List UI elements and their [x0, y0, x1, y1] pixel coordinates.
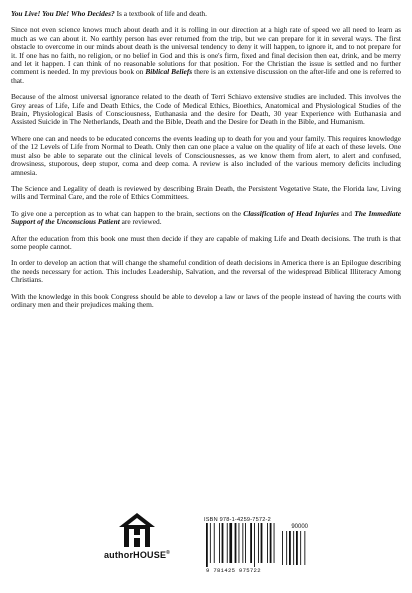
price-code: 90000 [291, 524, 308, 530]
body-paragraph [11, 185, 401, 202]
barcode-bar [282, 531, 283, 565]
body-paragraph [11, 93, 401, 127]
barcode-icon [204, 523, 308, 567]
intro-paragraph [11, 10, 401, 18]
body-paragraph [11, 259, 401, 284]
emphasis-text: Biblical Beliefs [145, 67, 193, 77]
paragraph-text: there is an extensive discussion on the after-life and one is referred to that. [11, 67, 401, 85]
book-title: You Live! You Die! Who Decides? [11, 9, 115, 18]
barcode-bar [250, 523, 252, 563]
barcode-bar [239, 523, 240, 563]
barcode-bar [296, 531, 298, 565]
paragraph-text: Where one can and needs to be educated concerns the events leading up to death for you and your family. This requires knowledge of the 12 Levels of Life from Normal to Death. Only then can one place a value on the quality of life at each of these levels. One must also be able to separate out the clinical levels of Consciousnesses, as we know them from alert, to alert and confused, drowsiness, stuporous, deep stupor, coma and deep coma. A review is also included of the various memory deficits including amnesia. [11, 133, 401, 177]
barcode-bar [229, 523, 232, 563]
authorhouse-logo-icon [117, 512, 157, 548]
barcode [204, 517, 308, 575]
paragraph-text: To give one a perception as to what can happen to the brain, sections on the [11, 208, 244, 218]
paragraph-text: Since not even science knows much about death and it is rolling in our direction at a high rate of speed we all need to learn as much as we can about it. No earthly person has ever returned from the trip, but we can prepare for it in several ways. The first obstacle to overcome in our minds about death is the universal tendency to deny it will happen, to ignore it, and to not prepare for it. If one has no faith, no religion, or no belief in God and this is one's firm, fixed and final decision then eat, drink, and be merry and let it happen. I can think of no reasonable solutions for that position. For the Christian the issue is settled and no further comment is needed. In my previous book on [11, 25, 401, 77]
body-paragraph [11, 26, 401, 85]
body-paragraph [11, 293, 401, 310]
barcode-number: 9 781425 975722 [206, 567, 261, 574]
isbn-label: ISBN 978-1-4259-7572-2 [204, 517, 271, 523]
paragraph-text: Because of the almost universal ignorance related to the death of Terri Schiavo extensive studies are included. This involves the Grey areas of Life, Life and Death Ethics, the Code of Medical Ethics, Bioethics, Anatomical and Physiological Studies of the Brain, Physiological Basis of Consciousness, Euthanasia and the desire for Death, 30 year Experience with Euthanasia and Assisted Suicide in The Netherlands, Death and the Bible, Death and the Desire for Death in the Bible, and Humanism. [11, 92, 401, 127]
barcode-bar [304, 531, 305, 565]
barcode-bar [286, 531, 287, 565]
barcode-bar [300, 531, 301, 565]
barcode-bar [289, 531, 291, 565]
barcode-bar [235, 523, 237, 563]
barcode-bar [206, 523, 208, 567]
footer [0, 512, 412, 582]
barcode-bar [293, 531, 294, 565]
body-paragraph [11, 210, 401, 227]
paragraph-text: and [339, 208, 355, 218]
intro-text: Is a textbook of life and death. [114, 9, 207, 18]
paragraph-text: With the knowledge in this book Congress should be able to develop a law or laws of the people instead of having the courts with ordinary men and their prejudices making them. [11, 291, 401, 309]
body-paragraph [11, 235, 401, 252]
barcode-bar [267, 523, 268, 563]
barcode-bar [242, 523, 243, 563]
emphasis-text: The Immediate Support of the Unconscious Patient [11, 208, 401, 227]
barcode-bar [210, 523, 211, 563]
paragraph-text: After the education from this book one must then decide if they are capable of making Life and Death decisions. The truth is that some people cannot. [11, 233, 401, 251]
emphasis-text: Classification of Head Injuries [243, 208, 340, 218]
paragraph-text: The Science and Legality of death is reviewed by describing Brain Death, the Persistent Vegetative State, the Florida law, Living wills and Terminal Care, and the role of Ethics Committees. [11, 183, 401, 202]
publisher-name: authorHOUSE® [103, 550, 171, 560]
barcode-bar [261, 523, 263, 563]
barcode-bar [254, 523, 255, 567]
paragraph-text: are reviewed. [119, 217, 162, 227]
barcode-bar [222, 523, 224, 563]
barcode-bar [245, 523, 246, 563]
barcode-bar [219, 523, 220, 563]
publisher-logo [103, 512, 171, 572]
barcode-bar [270, 523, 272, 563]
barcode-bar [227, 523, 228, 563]
barcode-bar [214, 523, 215, 563]
barcode-bar [274, 523, 275, 563]
body-paragraphs [11, 26, 401, 309]
body-paragraph [11, 135, 401, 177]
paragraph-text: In order to develop an action that will change the shameful condition of death decisions in America there is an Epilogue describing the needs necessary for action. This includes Leadership, Salvation, and the reversal of the widespread Biblical Illiteracy Among Christians. [11, 258, 401, 285]
barcode-bar [258, 523, 259, 563]
